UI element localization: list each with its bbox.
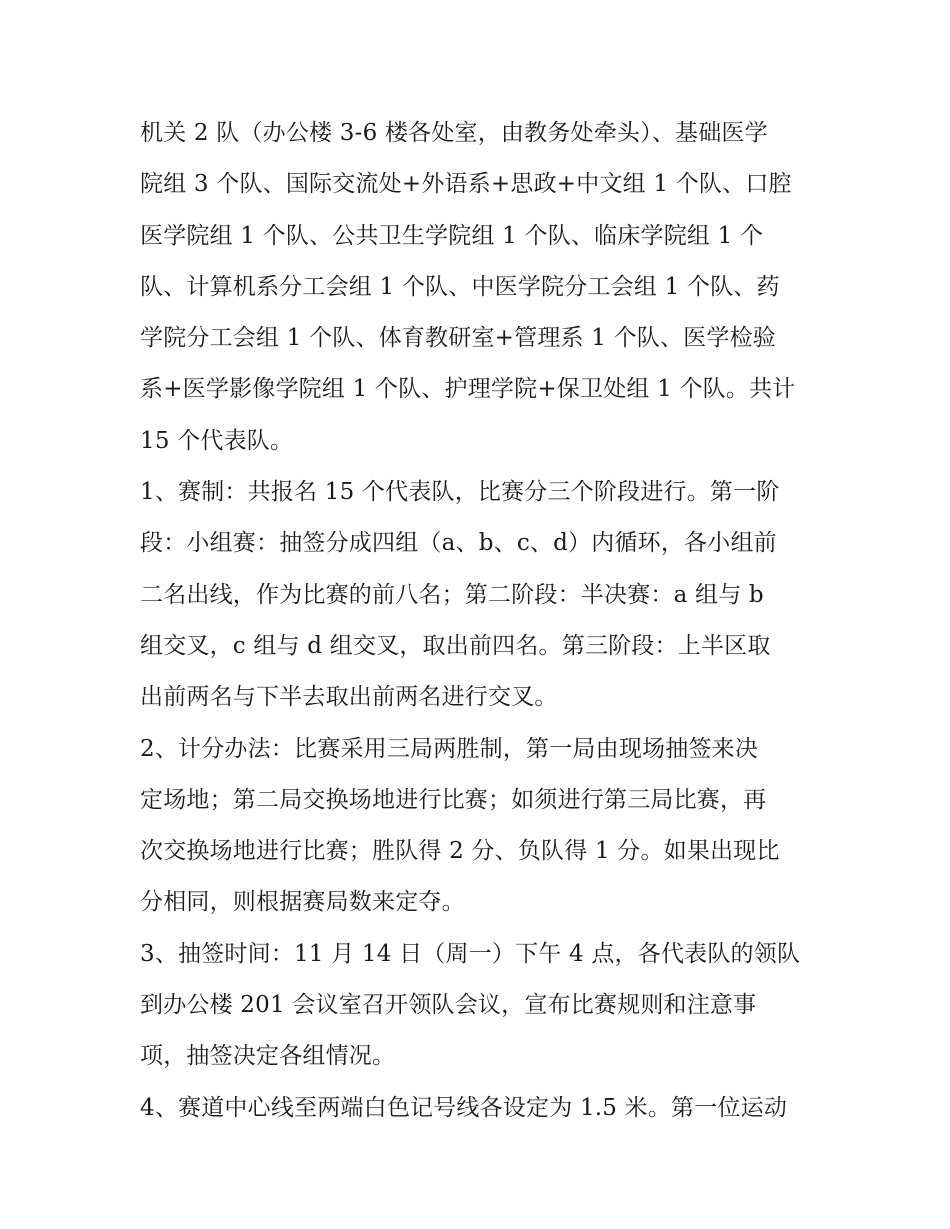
text-line-19: 项，抽签决定各组情况。 [140,1043,396,1070]
text-line-12: 出前两名与下半去取出前两名进行交叉。 [140,684,558,711]
text-line-5: 学院分工会组 1 个队、体育教研室+管理系 1 个队、医学检验 [140,325,776,352]
text-line-2: 院组 3 个队、国际交流处+外语系+思政+中文组 1 个队、口腔 [140,171,792,198]
text-line-1: 机关 2 队（办公楼 3-6 楼各处室，由教务处牵头）、基础医学 [140,120,768,146]
text-line-4: 队、计算机系分工会组 1 个队、中医学院分工会组 1 个队、药 [140,273,780,300]
text-line-3: 医学院组 1 个队、公共卫生学院组 1 个队、临床学院组 1 个 [140,222,764,249]
text-line-11: 组交叉，c 组与 d 组交叉，取出前四名。第三阶段：上半区取 [140,632,771,659]
text-line-10: 二名出线，作为比赛的前八名；第二阶段：半决赛：a 组与 b [140,581,764,608]
text-line-16: 分相同，则根据赛局数来定夺。 [140,889,465,916]
document-body [140,108,820,1134]
text-line-17: 3、抽签时间：11 月 14 日（周一）下午 4 点，各代表队的领队 [140,940,801,967]
text-line-9: 段：小组赛：抽签分成四组（a、b、c、d）内循环，各小组前 [140,530,777,557]
text-line-7: 15 个代表队。 [140,427,294,454]
text-line-14: 定场地；第二局交换场地进行比赛；如须进行第三局比赛，再 [140,786,767,813]
text-line-15: 次交换场地进行比赛；胜队得 2 分、负队得 1 分。如果出现比 [140,838,780,865]
text-line-20: 4、赛道中心线至两端白色记号线各设定为 1.5 米。第一位运动 [140,1094,788,1121]
text-line-13: 2、计分办法：比赛采用三局两胜制，第一局由现场抽签来决 [140,735,759,762]
text-line-8: 1、赛制：共报名 15 个代表队，比赛分三个阶段进行。第一阶 [140,479,780,506]
text-line-6: 系+医学影像学院组 1 个队、护理学院+保卫处组 1 个队。共计 [140,376,796,403]
text-line-18: 到办公楼 201 会议室召开领队会议，宣布比赛规则和注意事 [140,992,757,1019]
